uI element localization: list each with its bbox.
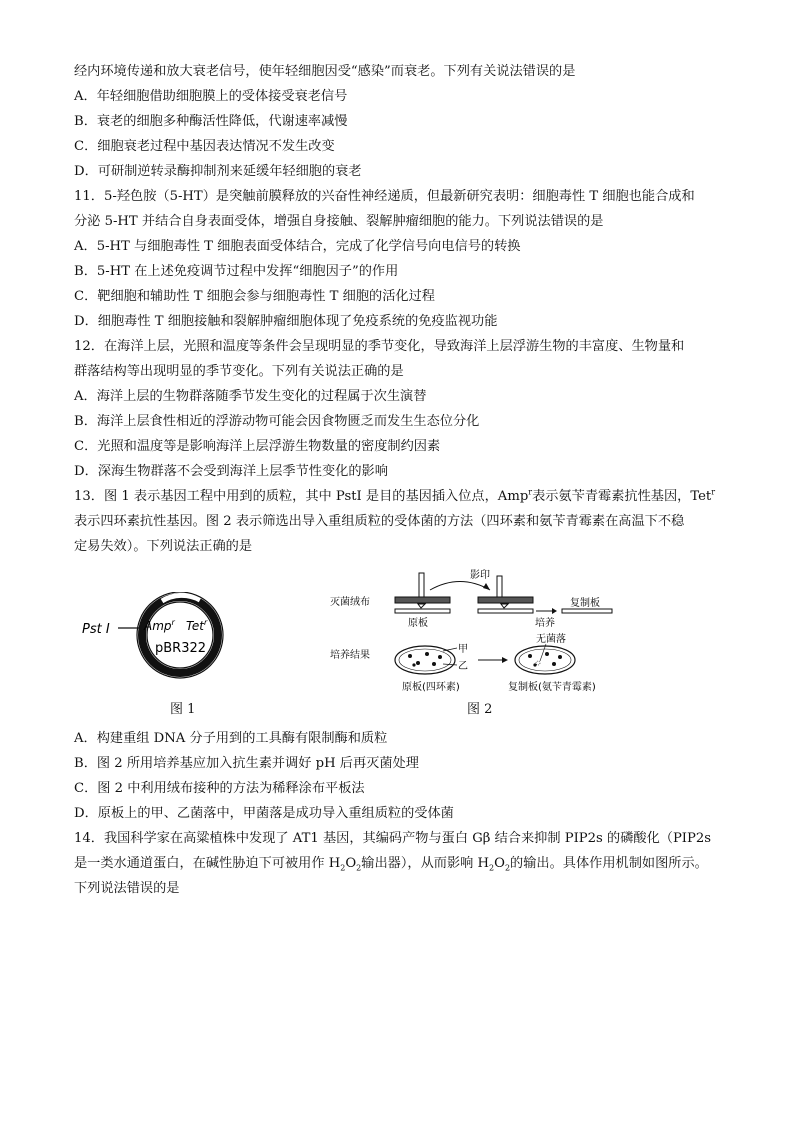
q12-option-b: B．海洋上层食性相近的浮游动物可能会因食物匮乏而发生生态位分化	[74, 414, 480, 429]
q13-option-d: D．原板上的甲、乙菌落中，甲菌落是成功导入重组质粒的受体菌	[74, 806, 454, 821]
q11-option-b: B．5-HT 在上述免疫调节过程中发挥“细胞因子”的作用	[74, 264, 399, 279]
label-jia: 甲	[458, 644, 468, 655]
label-velvet: 灭菌绒布	[330, 597, 370, 608]
compare-arrow-head	[502, 657, 508, 663]
q12-option-d: D．深海生物群落不会受到海洋上层季节性变化的影响	[74, 464, 388, 479]
plate-left	[395, 609, 450, 613]
velvet-left	[395, 597, 450, 603]
handle-left	[419, 573, 424, 597]
q14-part-c: 输出器），从而影响 H	[361, 856, 490, 871]
q14-stem-line3: 下列说法错误的是	[74, 881, 180, 896]
q12-stem-line1: 12．在海洋上层，光照和温度等条件会呈现明显的季节变化，导致海洋上层浮游生物的丰富度、生物量和	[74, 339, 685, 354]
q14-part-a: 是一类水通道蛋白，在碱性胁迫下可被用作 H	[74, 856, 341, 871]
q11-option-c: C．靶细胞和辅助性 T 细胞会参与细胞毒性 T 细胞的活化过程	[74, 289, 435, 304]
plasmid-inner-ring	[147, 602, 213, 668]
velvet-right	[478, 597, 533, 603]
figure-2-replica-plating	[330, 568, 620, 696]
arrow-transfer	[430, 582, 490, 591]
dish-copy	[515, 646, 575, 674]
q12-option-c: C．光照和温度等是影响海洋上层浮游生物数量的密度制约因素	[74, 439, 441, 454]
q14-sub-1: 2	[340, 863, 346, 873]
q11-stem-line2: 分泌 5-HT 并结合自身表面受体，增强自身接触、裂解肿瘤细胞的能力。下列说法错误的是	[74, 214, 604, 229]
q14-sub-4: 2	[504, 863, 511, 873]
q13-sup-r1: r	[528, 487, 533, 497]
q14-sub-3: 2	[489, 863, 495, 873]
label-yi: 乙	[458, 661, 468, 672]
q11-option-d: D．细胞毒性 T 细胞接触和裂解肿瘤细胞体现了免疫系统的免疫监视功能	[74, 314, 498, 329]
figure-2-caption: 图 2	[467, 702, 493, 717]
down-arrow-right	[501, 604, 508, 608]
plasmid-outer-ring	[137, 592, 223, 678]
label-yuanban: 原板	[408, 618, 428, 629]
q14-part-b: O	[345, 856, 357, 871]
label-peiyang: 培养	[535, 618, 555, 629]
q11-stem-line1: 11．5-羟色胺（5-HT）是突触前膜释放的兴奋性神经递质，但最新研究表明：细胞毒性 T 细胞也能合成和	[74, 189, 695, 204]
label-wujunluo: 无菌落	[536, 634, 566, 645]
arrow-transfer-head	[483, 583, 490, 590]
q14-stem-line2	[74, 855, 708, 873]
plasmid-diagram	[80, 592, 240, 682]
q10-stem: 经内环境传递和放大衰老信号，使年轻细胞因受“感染”而衰老。下列有关说法错误的是	[74, 64, 576, 79]
q12-stem-line2: 群落结构等出现明显的季节变化。下列有关说法正确的是	[74, 364, 404, 379]
q13-sup-r2: r	[711, 487, 716, 497]
q10-option-d: D．可研制逆转录酶抑制剂来延缓年轻细胞的衰老	[74, 164, 362, 179]
q11-option-a: A．5-HT 与细胞毒性 T 细胞表面受体结合，完成了化学信号向电信号的转换	[74, 239, 521, 254]
amp-label: Amp$^r$	[144, 618, 175, 633]
plate-copy	[562, 609, 612, 613]
q13-option-a: A．构建重组 DNA 分子用到的工具酶有限制酶和质粒	[74, 731, 388, 746]
q14-part-e: 的输出。具体作用机制如图所示。	[510, 856, 708, 871]
q13-stem-line1	[74, 488, 715, 506]
q13-stem-part2: 表示氨苄青霉素抗性基因，Tet	[532, 489, 712, 504]
figure-1-caption: 图 1	[170, 702, 196, 717]
q10-option-a: A．年轻细胞借助细胞膜上的受体接受衰老信号	[74, 89, 348, 104]
down-arrow-left	[418, 604, 425, 608]
label-fuzhiban: 复制板	[570, 598, 600, 609]
q13-option-b: B．图 2 所用培养基应加入抗生素并调好 pH 后再灭菌处理	[74, 756, 419, 771]
label-yingyin: 影印	[470, 570, 490, 581]
q12-option-a: A．海洋上层的生物群落随季节发生变化的过程属于次生演替	[74, 389, 427, 404]
culture-arrow-head	[552, 608, 557, 614]
plate-right	[478, 609, 533, 613]
q13-stem-line2: 表示四环素抗性基因。图 2 表示筛选出导入重组质粒的受体菌的方法（四环素和氨苄青霉素在高温下不稳	[74, 514, 685, 529]
replica-plating-diagram	[330, 568, 620, 696]
figure-1-plasmid	[80, 592, 240, 682]
label-result: 培养结果	[330, 650, 370, 661]
q10-option-c: C．细胞衰老过程中基因表达情况不发生改变	[74, 139, 335, 154]
q13-stem-part1: 13．图 1 表示基因工程中用到的质粒，其中 PstI 是目的基因插入位点，Amp	[74, 489, 529, 504]
q14-sub-2: 2	[356, 863, 362, 873]
label-yuanban-full: 原板(四环素)	[402, 682, 460, 693]
q14-stem-line1: 14．我国科学家在高粱植株中发现了 AT1 基因，其编码产物与蛋白 Gβ 结合来抑制 PIP2s 的磷酸化（PIP2s	[74, 831, 712, 846]
q14-part-d: O	[494, 856, 505, 871]
q10-option-b: B．衰老的细胞多种酶活性降低，代谢速率减慢	[74, 114, 348, 129]
tet-label: Tet$^r$	[186, 618, 208, 633]
q13-stem-line3: 定易失效）。下列说法正确的是	[74, 539, 253, 554]
q13-option-c: C．图 2 中利用绒布接种的方法为稀释涂布平板法	[74, 781, 365, 796]
pst-label: Pst Ⅰ	[82, 622, 110, 637]
plasmid-ring	[142, 597, 218, 673]
plasmid-name: pBR322	[155, 641, 207, 656]
label-fuzhiban-full: 复制板(氨苄青霉素)	[508, 682, 596, 693]
handle-right	[497, 576, 502, 597]
